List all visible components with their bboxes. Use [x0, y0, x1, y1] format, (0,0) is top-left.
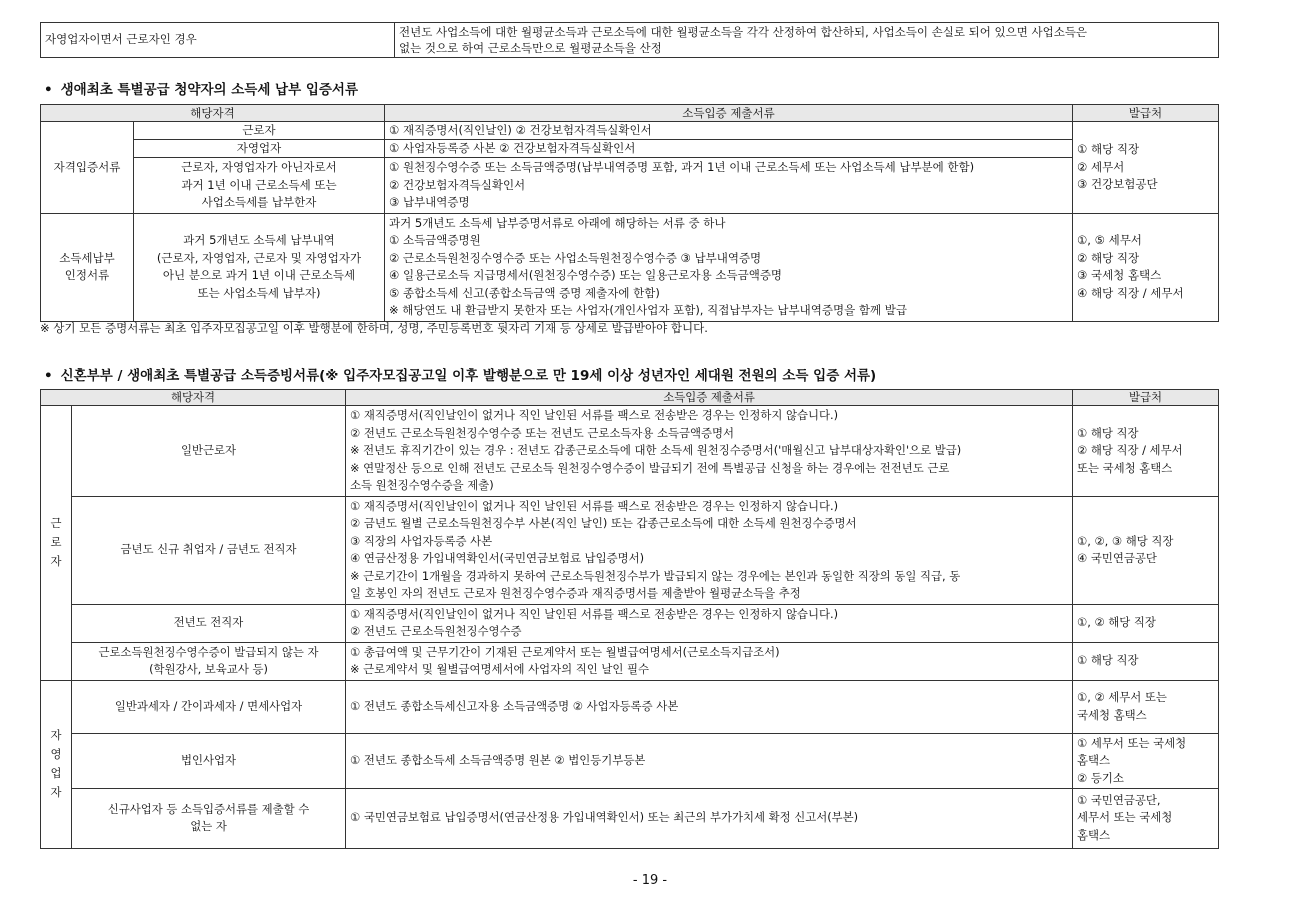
doc-cell: ① 재직증명서(직인날인) ② 건강보험자격득실확인서: [385, 122, 1073, 140]
doc-line: ※ 근로기간이 1개월을 경과하지 못하여 근로소득원천징수부가 발급되지 않는 경우에는 본인과 동일한 직장의 동일 직급, 동: [350, 568, 961, 583]
issuer-line: ① 국민연금공단,: [1077, 792, 1161, 807]
doc-line: ① 재직증명서(직인날인이 없거나 직인 날인된 서류를 팩스로 전송받은 경우는 인정하지 않습니다.): [350, 606, 839, 621]
label-char: 로: [50, 535, 62, 550]
sub-line: 근로자, 자영업자가 아닌자로서: [181, 160, 337, 174]
issuer-cell: [1073, 122, 1219, 214]
sub-qualification: [72, 680, 346, 733]
issuer-line: 세무서 또는 국세청: [1077, 810, 1173, 825]
doc-line: 없는 것으로 하여 근로소득만으로 월평균소득을 산정: [399, 41, 662, 55]
sub-line: 과거 1년 이내 근로소득세 또는: [181, 177, 337, 192]
issuer-cell: [1073, 406, 1219, 497]
sub-qualification: [72, 604, 346, 642]
issuer-line: ①, ② 세무서 또는: [1077, 690, 1167, 704]
sub-line: 과거 5개년도 소득세 납부내역: [183, 233, 335, 247]
sub-line: (근로자, 자영업자, 근로자 및 자영업자가: [156, 250, 362, 265]
header-qualification: 해당자격: [41, 390, 346, 406]
doc-line: 전년도 사업소득에 대한 월평균소득과 근로소득에 대한 월평균소득을 각각 산정하여 합산하되, 사업소득이 손실로 되어 있으면 사업소득은: [399, 25, 1088, 39]
doc-cell: [385, 213, 1073, 321]
doc-line: ⑤ 종합소득세 신고(종합소득금액 증명 제출자에 한함): [389, 285, 660, 300]
sub-line: 일반근로자: [180, 443, 237, 457]
doc-line: ② 건강보험자격득실확인서: [389, 177, 526, 192]
doc-line: ③ 직장의 사업자등록증 사본: [350, 533, 493, 548]
label-char: 근: [50, 516, 62, 531]
sub-qualification: [72, 733, 346, 788]
doc-line: 일 호봉인 자의 전년도 근로자 원천징수영수증과 재직증명서를 제출받아 월평균소득을 추정: [350, 586, 801, 600]
section2-table: [40, 389, 1219, 849]
doc-line: ④ 연금산정용 가입내역확인서(국민연금보험료 납입증명서): [350, 551, 645, 565]
issuer-line: 홈택스: [1077, 753, 1111, 767]
table-row: [41, 642, 1219, 680]
doc-line: ① 재직증명서(직인날인이 없거나 직인 날인된 서류를 팩스로 전송받은 경우는 인정하지 않습니다.): [350, 498, 839, 513]
issuer-line: ③ 국세청 홈택스: [1077, 268, 1162, 282]
doc-cell: [346, 642, 1073, 680]
label-char: 자: [50, 785, 62, 799]
label-line: 소득세납부: [59, 250, 115, 265]
doc-cell: [346, 604, 1073, 642]
doc-line: ③ 납부내역증명: [389, 195, 470, 209]
doc-line: 소득 원천징수영수증을 제출): [350, 478, 494, 492]
label-char: 영: [50, 747, 62, 761]
issuer-line: ① 해당 직장: [1077, 653, 1139, 668]
header-documents: 소득입증 제출서류: [346, 390, 1073, 406]
table-header-row: [41, 105, 1219, 122]
sub-line: 아닌 분으로 과거 1년 이내 근로소득세: [162, 268, 356, 282]
doc-line: ② 근로소득원천징수영수증 또는 사업소득원천징수영수증 ③ 납부내역증명: [389, 250, 762, 265]
issuer-line: ①, ⑤ 세무서: [1077, 233, 1142, 247]
doc-cell: ① 사업자등록증 사본 ② 건강보험자격득실확인서: [385, 140, 1073, 158]
issuer-line: ② 등기소: [1077, 770, 1124, 785]
doc-line: ② 전년도 근로소득원천징수영수증 또는 전년도 근로소득자용 소득금액증명서: [350, 425, 735, 440]
doc-line: 과거 5개년도 소득세 납부증명서류로 아래에 해당하는 서류 중 하나: [389, 215, 726, 230]
table-row: [41, 733, 1219, 788]
label-line: 인정서류: [64, 268, 110, 282]
doc-line: ① 소득금액증명원: [389, 233, 481, 247]
doc-cell: [385, 158, 1073, 214]
header-documents: 소득입증 제출서류: [385, 105, 1073, 122]
self-and-worker-label: 자영업자이면서 근로자인 경우: [41, 23, 395, 58]
doc-line: ① 전년도 종합소득세 소득금액증명 원본 ② 법인등기부등본: [350, 752, 646, 767]
sub-qualification: [72, 496, 346, 604]
section2-title: [44, 364, 876, 384]
table-row: [41, 213, 1219, 321]
table-row: [41, 122, 1219, 140]
issuer-line: ② 해당 직장 / 세무서: [1077, 443, 1183, 457]
doc-line: ※ 해당연도 내 환급받지 못한자 또는 사업자(개인사업자 포함), 직접납부자는 납부내역증명을 함께 발급: [389, 303, 907, 317]
sub-qualification: [72, 642, 346, 680]
issuer-line: 홈택스: [1077, 827, 1111, 842]
doc-cell: [346, 733, 1073, 788]
table-row: [41, 604, 1219, 642]
sub-qualification: [134, 213, 385, 321]
issuer-line: ①, ②, ③ 해당 직장: [1077, 533, 1174, 548]
label-char: 업: [50, 766, 62, 780]
sub-line: 신규사업자 등 소득입증서류를 제출할 수: [107, 801, 310, 816]
bullet-icon: •: [44, 368, 53, 384]
label-char: 자: [50, 728, 62, 742]
issuer-line: ① 해당 직장: [1077, 142, 1140, 156]
group-label: [41, 213, 134, 321]
issuer-line: ① 해당 직장: [1077, 425, 1139, 440]
section1-title-text: 생애최초 특별공급 청약자의 소득세 납부 입증서류: [60, 82, 359, 98]
doc-line: ※ 연말정산 등으로 인해 전년도 근로소득 원천징수영수증이 발급되기 전에 특별공급 신청을 하는 경우에는 전전년도 근로: [350, 460, 950, 475]
doc-cell: [346, 788, 1073, 848]
issuer-cell: [1073, 642, 1219, 680]
table-row: [41, 406, 1219, 497]
top-table: [40, 22, 1219, 58]
issuer-line: ② 세무서: [1077, 159, 1125, 174]
table-row: [41, 158, 1219, 214]
header-qualification: 해당자격: [41, 105, 385, 122]
sub-line: 근로소득원천징수영수증이 발급되지 않는 자: [98, 644, 319, 659]
table-header-row: [41, 390, 1219, 406]
issuer-line: ② 해당 직장: [1077, 250, 1140, 265]
header-issuer: 발급처: [1073, 105, 1219, 122]
doc-line: ② 금년도 월별 근로소득원천징수부 사본(직인 날인) 또는 갑종근로소득에 대한 소득세 원천징수증명서: [350, 516, 857, 530]
issuer-line: ①, ② 해당 직장: [1077, 615, 1156, 630]
section1-note: ※ 상기 모든 증명서류는 최초 입주자모집공고일 이후 발행분에 한하며, 성명, 주민등록번호 뒷자리 기재 등 상세로 발급받아야 합니다.: [40, 321, 708, 335]
sub-line: 사업소득세를 납부한자: [201, 195, 317, 209]
table-row: [41, 680, 1219, 733]
issuer-cell: [1073, 496, 1219, 604]
doc-line: ④ 일용근로소득 지급명세서(원천징수영수증) 또는 일용근로자용 소득금액증명: [389, 268, 783, 282]
issuer-cell: [1073, 213, 1219, 321]
header-issuer: 발급처: [1073, 390, 1219, 406]
self-employed-group-label: [41, 680, 72, 848]
label-char: 자: [50, 554, 62, 569]
table-row: [41, 23, 1219, 58]
issuer-line: ④ 국민연금공단: [1077, 551, 1157, 565]
table-row: [41, 788, 1219, 848]
doc-cell: [346, 680, 1073, 733]
sub-qualification: [134, 158, 385, 214]
table-row: [41, 140, 1219, 158]
sub-line: (학원강사, 보육교사 등): [149, 662, 268, 676]
doc-cell: [346, 496, 1073, 604]
sub-line: 일반과세자 / 간이과세자 / 면세사업자: [114, 698, 303, 713]
doc-line: ※ 전년도 휴직기간이 있는 경우 : 전년도 갑종근로소득에 대한 소득세 원천징수증명서('매월신고 납부대상자확인'으로 발급): [350, 443, 962, 457]
issuer-line: ① 세무서 또는 국세청: [1077, 735, 1187, 750]
bullet-icon: •: [44, 82, 53, 98]
doc-line: ① 총급여액 및 근무기간이 기재된 근로계약서 또는 월별급여명세서(근로소득지급조서): [350, 644, 780, 659]
issuer-cell: [1073, 733, 1219, 788]
group-label: 자격입증서류: [41, 122, 134, 214]
doc-line: ※ 근로계약서 및 월별급여명세서에 사업자의 직인 날인 필수: [350, 662, 649, 676]
sub-qualification: [72, 406, 346, 497]
sub-line: 전년도 전직자: [173, 615, 244, 630]
doc-line: ① 원천징수영수증 또는 소득금액증명(납부내역증명 포함, 과거 1년 이내 근로소득세 또는 사업소득세 납부분에 한함): [389, 160, 975, 174]
issuer-line: 국세청 홈택스: [1077, 707, 1147, 722]
self-and-worker-doc: [395, 23, 1219, 58]
sub-qualification: [72, 788, 346, 848]
sub-qualification: 자영업자: [134, 140, 385, 158]
section1-table: [40, 104, 1219, 322]
sub-line: 법인사업자: [180, 752, 237, 767]
doc-line: ① 전년도 종합소득세신고자용 소득금액증명 ② 사업자등록증 사본: [350, 698, 679, 713]
issuer-cell: [1073, 680, 1219, 733]
doc-line: ① 국민연금보험료 납입증명서(연금산정용 가입내역확인서) 또는 최근의 부가가치세 확정 신고서(부본): [350, 810, 859, 825]
doc-line: ② 전년도 근로소득원천징수영수증: [350, 624, 522, 638]
sub-line: 금년도 신규 취업자 / 금년도 전직자: [120, 542, 297, 557]
doc-cell: [346, 406, 1073, 497]
issuer-cell: [1073, 604, 1219, 642]
issuer-line: ③ 건강보험공단: [1077, 177, 1158, 191]
sub-line: 또는 사업소득세 납부자): [197, 285, 321, 300]
section1-title: [44, 78, 358, 98]
page-number: - 19 -: [632, 873, 668, 888]
issuer-cell: [1073, 788, 1219, 848]
issuer-line: ④ 해당 직장 / 세무서: [1077, 285, 1184, 300]
section2-title-text: 신혼부부 / 생애최초 특별공급 소득증빙서류(※ 입주자모집공고일 이후 발행분으로 만 19세 이상 성년자인 세대원 전원의 소득 입증 서류): [60, 368, 877, 384]
issuer-line: 또는 국세청 홈택스: [1077, 460, 1173, 475]
worker-group-label: [41, 406, 72, 681]
doc-line: ① 재직증명서(직인날인이 없거나 직인 날인된 서류를 팩스로 전송받은 경우는 인정하지 않습니다.): [350, 408, 839, 422]
sub-line: 없는 자: [190, 819, 227, 833]
sub-qualification: 근로자: [134, 122, 385, 140]
table-row: [41, 496, 1219, 604]
